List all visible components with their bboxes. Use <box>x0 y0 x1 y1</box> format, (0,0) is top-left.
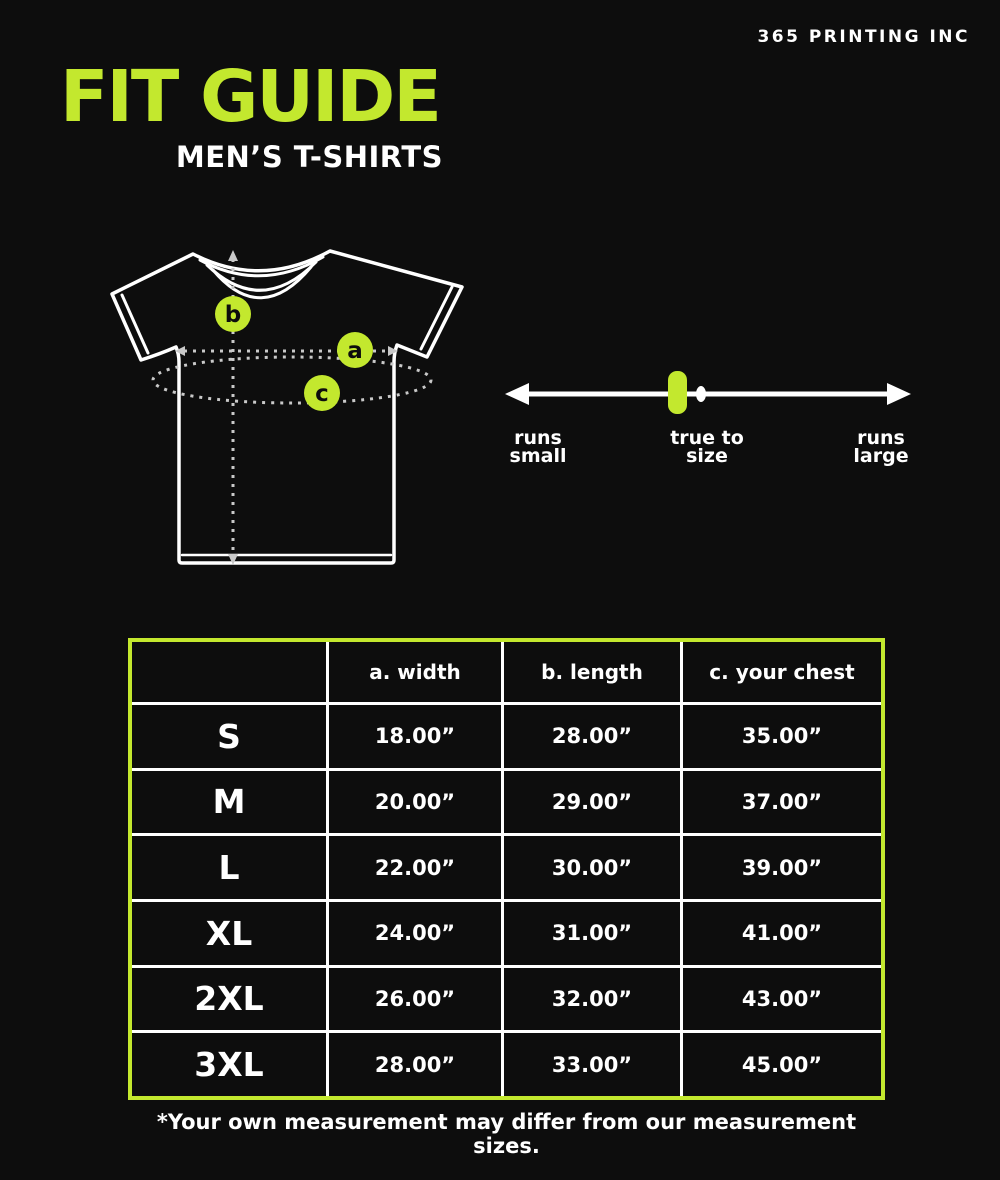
scale-label-line: true to <box>670 427 744 449</box>
measurement-badges <box>215 296 373 411</box>
badge-b-label: b <box>224 302 242 328</box>
width-value: 24.00” <box>329 902 501 965</box>
size-label: S <box>132 705 326 768</box>
size-label: L <box>132 836 326 899</box>
length-value: 30.00” <box>504 836 680 899</box>
size-label: XL <box>132 902 326 965</box>
size-table <box>128 638 885 1100</box>
chest-value: 41.00” <box>683 902 881 965</box>
width-value: 22.00” <box>329 836 501 899</box>
chest-value: 35.00” <box>683 705 881 768</box>
scale-label-runs-large <box>843 429 919 465</box>
chest-value: 37.00” <box>683 771 881 834</box>
size-label: M <box>132 771 326 834</box>
size-table-header-blank <box>132 642 326 702</box>
size-table-header-length: b. length <box>504 642 680 702</box>
scale-label-line: size <box>686 445 728 467</box>
scale-label-line: small <box>509 445 567 467</box>
fit-scale-tick-dot <box>696 386 706 402</box>
width-value: 18.00” <box>329 705 501 768</box>
width-value: 20.00” <box>329 771 501 834</box>
arrow-right-icon <box>887 383 911 405</box>
scale-label-line: runs <box>514 427 562 449</box>
page-subtitle: MEN’S T-SHIRTS <box>175 140 443 174</box>
size-table-header-chest: c. your chest <box>683 642 881 702</box>
scale-label-line: runs <box>857 427 905 449</box>
chest-value: 39.00” <box>683 836 881 899</box>
arrow-left-icon <box>505 383 529 405</box>
badge-a-label: a <box>347 338 363 364</box>
fit-scale <box>503 367 913 419</box>
size-table-header-width: a. width <box>329 642 501 702</box>
length-value: 33.00” <box>504 1033 680 1096</box>
chest-value: 43.00” <box>683 968 881 1031</box>
measurement-disclaimer: *Your own measurement may differ from our measurement sizes. <box>156 1110 857 1158</box>
length-value: 31.00” <box>504 902 680 965</box>
badge-c-label: c <box>315 381 329 407</box>
measure-arrowheads <box>175 250 398 565</box>
chest-measure-ellipse <box>153 357 431 403</box>
scale-label-runs-small <box>505 429 571 465</box>
length-value: 29.00” <box>504 771 680 834</box>
size-label: 2XL <box>132 968 326 1031</box>
tshirt-outline <box>112 251 462 563</box>
size-label: 3XL <box>132 1033 326 1096</box>
scale-label-line: large <box>853 445 909 467</box>
tshirt-diagram <box>90 243 480 578</box>
arrow-up-icon <box>228 250 238 261</box>
measure-lines <box>153 259 431 556</box>
fit-scale-marker <box>668 371 687 414</box>
page-title: FIT GUIDE <box>60 55 440 138</box>
scale-label-true-to-size <box>647 429 767 465</box>
width-value: 28.00” <box>329 1033 501 1096</box>
width-value: 26.00” <box>329 968 501 1031</box>
brand-name: 365 PRINTING INC <box>757 27 970 47</box>
length-value: 28.00” <box>504 705 680 768</box>
length-value: 32.00” <box>504 968 680 1031</box>
chest-value: 45.00” <box>683 1033 881 1096</box>
